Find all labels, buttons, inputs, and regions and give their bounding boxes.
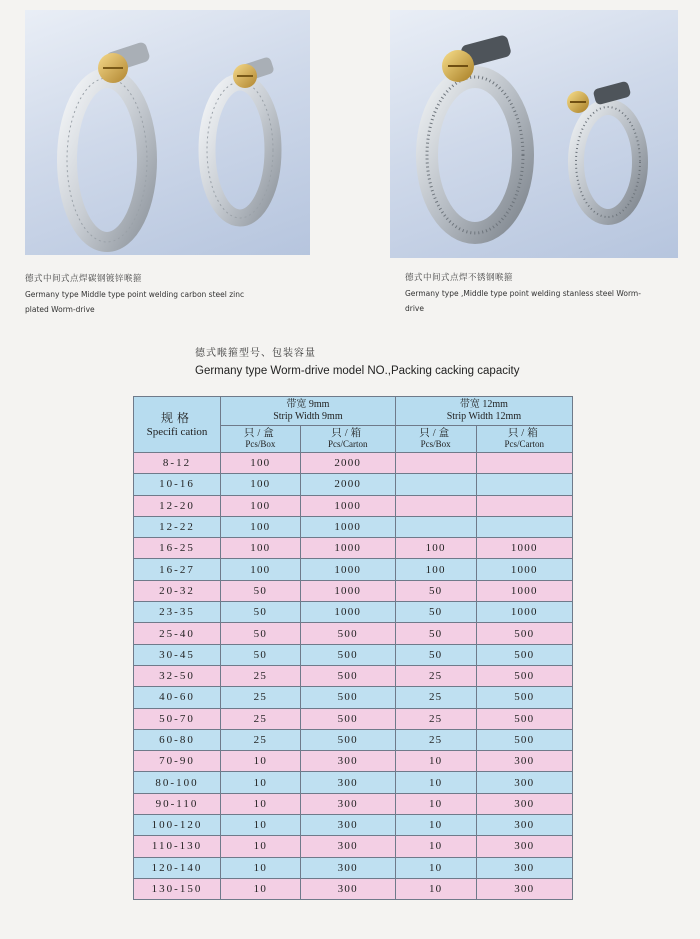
pcs-carton-9mm-cell: 1000 bbox=[300, 495, 395, 516]
pcs-carton-12mm-cell: 500 bbox=[476, 665, 572, 686]
pcs-carton-12mm-cell: 1000 bbox=[476, 602, 572, 623]
pcs-carton-12mm-cell bbox=[476, 474, 572, 495]
pcs-box-9mm-cell: 100 bbox=[221, 559, 301, 580]
pcs-box-9mm-cell: 100 bbox=[221, 495, 301, 516]
spec-cell: 20-32 bbox=[134, 580, 221, 601]
pcs-carton-9mm-cell: 2000 bbox=[300, 474, 395, 495]
pcs-carton-9mm-cell: 1000 bbox=[300, 602, 395, 623]
pcs-box-9mm-cell: 100 bbox=[221, 538, 301, 559]
pcs-carton-9mm-cell: 500 bbox=[300, 665, 395, 686]
pcs-carton-9mm-cell: 300 bbox=[300, 772, 395, 793]
pcs-carton-9mm-cell: 500 bbox=[300, 644, 395, 665]
pcs-box-12mm-cell: 100 bbox=[395, 559, 476, 580]
pcs-box-9mm-cell: 50 bbox=[221, 644, 301, 665]
pcs-carton-9mm-cell: 300 bbox=[300, 815, 395, 836]
pcs-carton-12mm-cell: 300 bbox=[476, 836, 572, 857]
pcs-box-9mm-cell: 25 bbox=[221, 729, 301, 750]
spec-cell: 110-130 bbox=[134, 836, 221, 857]
pcs-carton-12mm-cell: 500 bbox=[476, 687, 572, 708]
spec-cell: 16-27 bbox=[134, 559, 221, 580]
table-row bbox=[134, 538, 573, 559]
spec-cell: 40-60 bbox=[134, 687, 221, 708]
pcs-carton-9mm-cell: 1000 bbox=[300, 559, 395, 580]
table-row bbox=[134, 495, 573, 516]
pcs-box-9mm-cell: 25 bbox=[221, 708, 301, 729]
pcs-carton-12mm-cell bbox=[476, 495, 572, 516]
pcs-box-12mm-cell: 10 bbox=[395, 793, 476, 814]
spec-cell: 30-45 bbox=[134, 644, 221, 665]
caption-en: Germany type ,Middle type point welding stanless steel Worm-drive bbox=[405, 289, 641, 313]
pcs-carton-12mm-cell: 300 bbox=[476, 878, 572, 899]
table-row bbox=[134, 665, 573, 686]
pcs-box-12mm-cell: 10 bbox=[395, 815, 476, 836]
pcs-carton-9mm-cell: 500 bbox=[300, 708, 395, 729]
pcs-carton-9mm-cell: 500 bbox=[300, 623, 395, 644]
pcs-box-9mm-cell: 50 bbox=[221, 580, 301, 601]
pcs-box-12mm-cell bbox=[395, 474, 476, 495]
pcs-carton-12mm-cell: 300 bbox=[476, 815, 572, 836]
pcs-box-12mm-cell: 10 bbox=[395, 751, 476, 772]
caption-zinc-plated bbox=[25, 272, 265, 317]
pcs-carton-9mm-cell: 1000 bbox=[300, 538, 395, 559]
pcs-box-9mm-cell: 50 bbox=[221, 602, 301, 623]
pcs-box-12mm-cell: 25 bbox=[395, 665, 476, 686]
pcs-box-12mm-cell: 10 bbox=[395, 772, 476, 793]
pcs-carton-12mm-cell: 500 bbox=[476, 708, 572, 729]
pcs-carton-9mm-cell: 1000 bbox=[300, 580, 395, 601]
pcs-carton-9mm-cell: 300 bbox=[300, 878, 395, 899]
stainless-clamps-photo bbox=[390, 10, 678, 258]
pcs-carton-12mm-cell: 1000 bbox=[476, 538, 572, 559]
pcs-box-12mm-cell bbox=[395, 495, 476, 516]
table-row bbox=[134, 516, 573, 537]
specification-header: 规格 Specifi cation bbox=[134, 397, 221, 453]
spec-cell: 23-35 bbox=[134, 602, 221, 623]
pcs-box-9mm-cell: 10 bbox=[221, 815, 301, 836]
pcs-box-9mm-cell: 100 bbox=[221, 453, 301, 474]
table-row bbox=[134, 729, 573, 750]
spec-cell: 12-22 bbox=[134, 516, 221, 537]
table-row bbox=[134, 708, 573, 729]
pcs-box-9mm-cell: 10 bbox=[221, 772, 301, 793]
spec-cell: 16-25 bbox=[134, 538, 221, 559]
pcs-box-9mm-cell: 100 bbox=[221, 516, 301, 537]
table-row bbox=[134, 857, 573, 878]
pcs-box-12mm-cell: 10 bbox=[395, 836, 476, 857]
pcs-box-12mm-cell: 10 bbox=[395, 878, 476, 899]
pcs-box-9mm-cell: 10 bbox=[221, 857, 301, 878]
pcs-box-9mm-cell: 50 bbox=[221, 623, 301, 644]
spec-cell: 70-90 bbox=[134, 751, 221, 772]
spec-cell: 10-16 bbox=[134, 474, 221, 495]
table-title-en: Germany type Worm-drive model NO.,Packing cacking capacity bbox=[195, 365, 520, 377]
pcs-box-12mm-cell: 25 bbox=[395, 687, 476, 708]
spec-cell: 60-80 bbox=[134, 729, 221, 750]
hose-clamp-illustration bbox=[25, 10, 310, 255]
pcs-carton-12mm-cell bbox=[476, 453, 572, 474]
spec-cell: 32-50 bbox=[134, 665, 221, 686]
spec-cell: 50-70 bbox=[134, 708, 221, 729]
caption-stainless bbox=[405, 271, 650, 316]
pcs-box-9mm-cell: 100 bbox=[221, 474, 301, 495]
pcs-box-header: 只/盒 Pcs/Box bbox=[221, 426, 301, 453]
table-row bbox=[134, 602, 573, 623]
pcs-box-12mm-cell bbox=[395, 516, 476, 537]
pcs-box-header: 只/盒 Pcs/Box bbox=[395, 426, 476, 453]
pcs-carton-9mm-cell: 300 bbox=[300, 836, 395, 857]
pcs-box-12mm-cell bbox=[395, 453, 476, 474]
spec-cell: 90-110 bbox=[134, 793, 221, 814]
packing-capacity-table bbox=[133, 396, 573, 900]
pcs-box-9mm-cell: 10 bbox=[221, 836, 301, 857]
spec-cell: 8-12 bbox=[134, 453, 221, 474]
table-row bbox=[134, 453, 573, 474]
hose-clamp-illustration bbox=[390, 10, 678, 258]
spec-cell: 130-150 bbox=[134, 878, 221, 899]
pcs-carton-12mm-cell bbox=[476, 516, 572, 537]
pcs-box-12mm-cell: 10 bbox=[395, 857, 476, 878]
pcs-carton-9mm-cell: 300 bbox=[300, 857, 395, 878]
strip-width-9mm-header: 带宽 9mm Strip Width 9mm bbox=[221, 397, 396, 426]
table-title bbox=[195, 346, 555, 379]
spec-cell: 25-40 bbox=[134, 623, 221, 644]
table-row bbox=[134, 793, 573, 814]
table-row bbox=[134, 836, 573, 857]
zinc-plated-clamps-photo bbox=[25, 10, 310, 255]
table-row bbox=[134, 772, 573, 793]
pcs-carton-9mm-cell: 500 bbox=[300, 729, 395, 750]
table-row bbox=[134, 623, 573, 644]
pcs-carton-header: 只/箱 Pcs/Carton bbox=[300, 426, 395, 453]
spec-cell: 80-100 bbox=[134, 772, 221, 793]
pcs-carton-12mm-cell: 300 bbox=[476, 793, 572, 814]
pcs-box-9mm-cell: 10 bbox=[221, 751, 301, 772]
table-row bbox=[134, 559, 573, 580]
pcs-carton-12mm-cell: 1000 bbox=[476, 559, 572, 580]
pcs-carton-9mm-cell: 1000 bbox=[300, 516, 395, 537]
pcs-box-12mm-cell: 50 bbox=[395, 580, 476, 601]
pcs-box-9mm-cell: 25 bbox=[221, 687, 301, 708]
pcs-box-12mm-cell: 100 bbox=[395, 538, 476, 559]
pcs-carton-9mm-cell: 300 bbox=[300, 751, 395, 772]
pcs-carton-12mm-cell: 500 bbox=[476, 644, 572, 665]
pcs-carton-header: 只/箱 Pcs/Carton bbox=[476, 426, 572, 453]
pcs-box-9mm-cell: 10 bbox=[221, 793, 301, 814]
table-row bbox=[134, 580, 573, 601]
caption-zh: 德式中间式点焊不锈钢喉箍 bbox=[405, 273, 514, 283]
pcs-carton-12mm-cell: 500 bbox=[476, 729, 572, 750]
pcs-box-9mm-cell: 10 bbox=[221, 878, 301, 899]
spec-cell: 120-140 bbox=[134, 857, 221, 878]
spec-cell: 12-20 bbox=[134, 495, 221, 516]
pcs-box-12mm-cell: 50 bbox=[395, 602, 476, 623]
pcs-carton-9mm-cell: 300 bbox=[300, 793, 395, 814]
pcs-box-9mm-cell: 25 bbox=[221, 665, 301, 686]
table-row bbox=[134, 474, 573, 495]
pcs-box-12mm-cell: 50 bbox=[395, 644, 476, 665]
pcs-box-12mm-cell: 25 bbox=[395, 729, 476, 750]
table-title-zh: 德式喉箍型号、包装容量 bbox=[195, 348, 316, 359]
table-row bbox=[134, 815, 573, 836]
table-row bbox=[134, 751, 573, 772]
pcs-carton-12mm-cell: 300 bbox=[476, 772, 572, 793]
pcs-carton-12mm-cell: 300 bbox=[476, 751, 572, 772]
table-row bbox=[134, 644, 573, 665]
caption-en: Germany type Middle type point welding carbon steel zinc plated Worm-drive bbox=[25, 290, 245, 314]
pcs-carton-12mm-cell: 1000 bbox=[476, 580, 572, 601]
spec-cell: 100-120 bbox=[134, 815, 221, 836]
pcs-box-12mm-cell: 50 bbox=[395, 623, 476, 644]
table-row bbox=[134, 687, 573, 708]
pcs-carton-9mm-cell: 2000 bbox=[300, 453, 395, 474]
pcs-carton-12mm-cell: 500 bbox=[476, 623, 572, 644]
caption-zh: 德式中间式点焊碳钢镀锌喉箍 bbox=[25, 274, 143, 284]
table-row bbox=[134, 878, 573, 899]
strip-width-12mm-header: 带宽 12mm Strip Width 12mm bbox=[395, 397, 572, 426]
pcs-carton-9mm-cell: 500 bbox=[300, 687, 395, 708]
pcs-carton-12mm-cell: 300 bbox=[476, 857, 572, 878]
pcs-box-12mm-cell: 25 bbox=[395, 708, 476, 729]
